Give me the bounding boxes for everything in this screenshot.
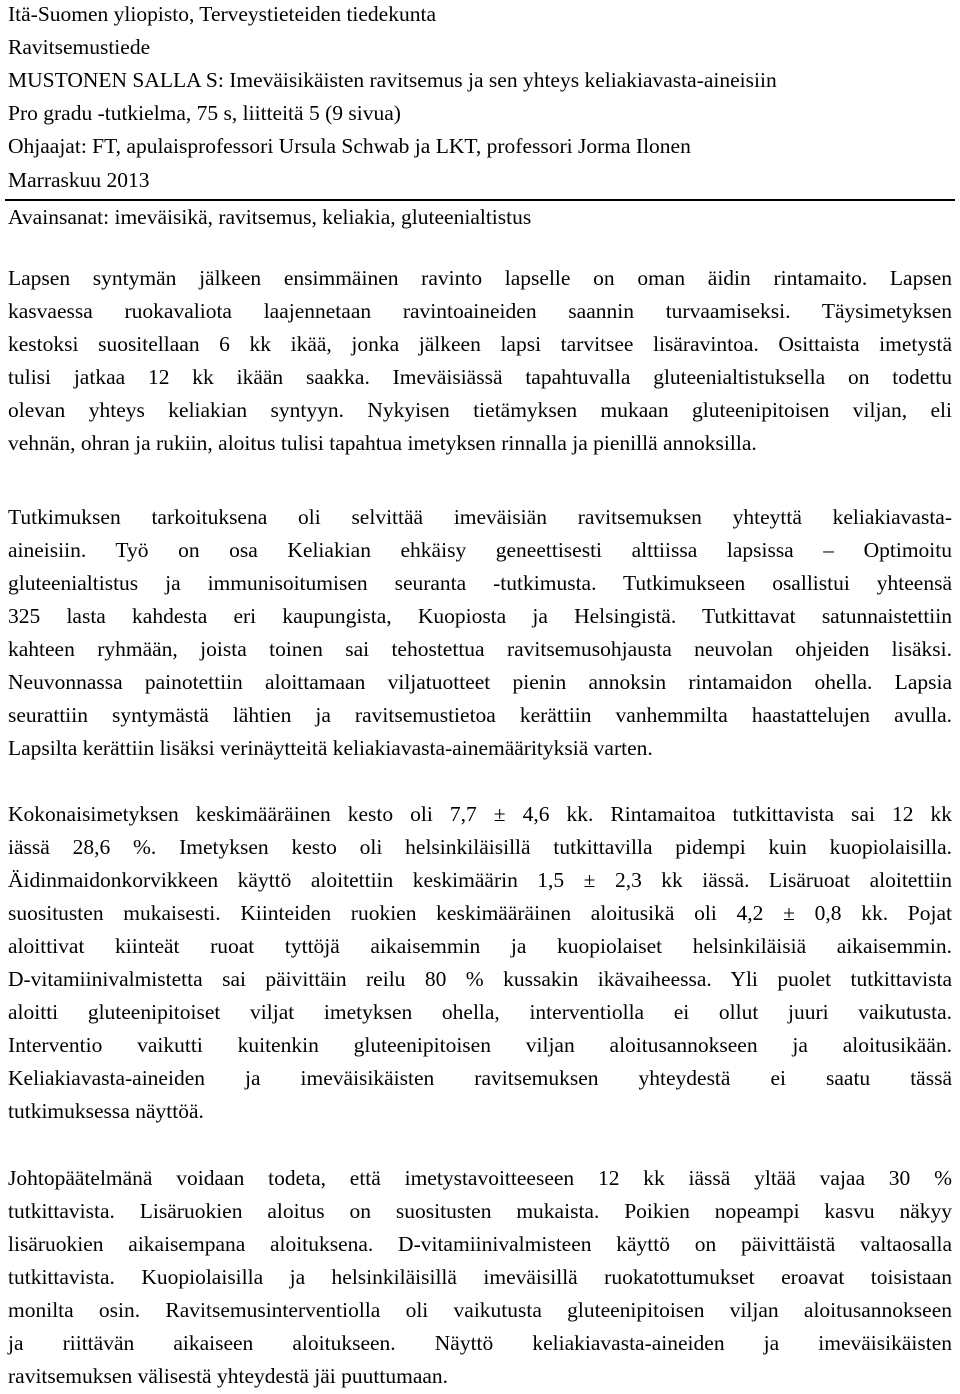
- paragraph-line: Keliakiavasta-aineiden ja imeväisikäisten ravitsemuksen yhteydestä ei saatu tässä: [8, 1066, 952, 1090]
- paragraph-line: Neuvonnassa painotettiin aloittamaan viljatuotteet pienin annoksin rintamaidon ohella. Lapsia: [8, 670, 952, 694]
- paragraph-line: aloitti gluteenipitoiset viljat imetyksen ohella, interventiolla ei ollut juuri vaikutusta.: [8, 1000, 952, 1024]
- supervisors-line: Ohjaajat: FT, apulaisprofessori Ursula Schwab ja LKT, professori Jorma Ilonen: [8, 134, 691, 158]
- paragraph-line: ravitsemuksen välisestä yhteydestä jäi puuttumaan.: [8, 1364, 449, 1388]
- department-line: Ravitsemustiede: [8, 35, 151, 59]
- paragraph-line: tutkimuksessa näyttöä.: [8, 1099, 204, 1123]
- paragraph-line: monilta osin. Ravitsemusinterventiolla oli vaikutusta gluteenipitoisen viljan aloitusannokseen: [8, 1298, 952, 1322]
- date-line: Marraskuu 2013: [8, 168, 150, 192]
- abstract-paragraph-4: [8, 1162, 952, 1393]
- paragraph-line: D-vitamiinivalmistetta sai päivittäin reilu 80 % kussakin ikävaiheessa. Yli puolet tutkittavista: [8, 967, 952, 991]
- abstract-paragraph-3: [8, 798, 952, 1128]
- author-title-line: MUSTONEN SALLA S: Imeväisikäisten ravitsemus ja sen yhteys keliakiavasta-aineisiin: [8, 68, 777, 92]
- paragraph-line: Johtopäätelmänä voidaan todeta, että imetystavoitteeseen 12 kk iässä yltää vajaa 30 %: [8, 1166, 952, 1190]
- thesis-info-line: Pro gradu -tutkielma, 75 s, liitteitä 5 (9 sivua): [8, 101, 401, 125]
- paragraph-line: seurattiin syntymästä lähtien ja ravitsemustietoa kerättiin vanhemmilta haastattelujen avulla.: [8, 703, 952, 727]
- paragraph-line: lisäruokien aikaisempana aloituksena. D-vitamiinivalmisteen käyttö on päivittäistä valtaosalla: [8, 1232, 952, 1256]
- paragraph-line: tutkittavista. Lisäruokien aloitus on suositusten mukaista. Poikien nopeampi kasvu näkyy: [8, 1199, 952, 1223]
- keywords-line: Avainsanat: imeväisikä, ravitsemus, keliakia, gluteenialtistus: [8, 205, 532, 229]
- abstract-paragraph-2: [8, 501, 952, 765]
- paragraph-line: Lapsilta kerättiin lisäksi verinäytteitä keliakiavasta-ainemäärityksiä varten.: [8, 736, 653, 760]
- abstract-paragraph-1: [8, 262, 952, 460]
- paragraph-line: iässä 28,6 %. Imetyksen kesto oli helsinkiläisillä tutkittavilla pidempi kuin kuopiolaisilla.: [8, 835, 952, 859]
- header-divider: [5, 199, 955, 201]
- paragraph-line: Äidinmaidonkorvikkeen käyttö aloitettiin keskimäärin 1,5 ± 2,3 kk iässä. Lisäruoat aloitettiin: [8, 868, 952, 892]
- paragraph-line: aineisiin. Työ on osa Keliakian ehkäisy geneettisesti alttiissa lapsissa – Optimoitu: [8, 538, 952, 562]
- paragraph-line: suositusten mukaisesti. Kiinteiden ruokien keskimääräinen aloitusikä oli 4,2 ± 0,8 kk. Pojat: [8, 901, 952, 925]
- paragraph-line: tulisi jatkaa 12 kk ikään saakka. Imeväisiässä tapahtuvalla gluteenialtistuksella on todettu: [8, 365, 952, 389]
- paragraph-line: Lapsen syntymän jälkeen ensimmäinen ravinto lapselle on oman äidin rintamaito. Lapsen: [8, 266, 952, 290]
- paragraph-line: 325 lasta kahdesta eri kaupungista, Kuopiosta ja Helsingistä. Tutkittavat satunnaistettiin: [8, 604, 952, 628]
- paragraph-line: kasvaessa ruokavaliota laajennetaan ravintoaineiden saannin turvaamiseksi. Täysimetyksen: [8, 299, 952, 323]
- paragraph-line: tutkittavista. Kuopiolaisilla ja helsinkiläisillä imeväisillä ruokatottumukset eroavat toisistaan: [8, 1265, 952, 1289]
- paragraph-line: gluteenialtistus ja immunisoitumisen seuranta -tutkimusta. Tutkimukseen osallistui yhteensä: [8, 571, 952, 595]
- paragraph-line: kestoksi suositellaan 6 kk ikää, jonka jälkeen lapsi tarvitsee lisäravintoa. Osittaista imetystä: [8, 332, 952, 356]
- paragraph-line: ja riittävän aikaiseen aloitukseen. Näyttö keliakiavasta-aineiden ja imeväisikäisten: [8, 1331, 952, 1355]
- paragraph-line: Kokonaisimetyksen keskimääräinen kesto oli 7,7 ± 4,6 kk. Rintamaitoa tutkittavista sai 12 kk: [8, 802, 952, 826]
- paragraph-line: kahteen ryhmään, joista toinen sai tehostettua ravitsemusohjausta neuvolan ohjeiden lisäksi.: [8, 637, 952, 661]
- paragraph-line: vehnän, ohran ja rukiin, aloitus tulisi tapahtua imetyksen rinnalla ja pienillä annoksilla.: [8, 431, 757, 455]
- university-line: Itä-Suomen yliopisto, Terveystieteiden tiedekunta: [8, 2, 436, 26]
- paragraph-line: aloittivat kiinteät ruoat tyttöjä aikaisemmin ja kuopiolaiset helsinkiläisiä aikaisemmin.: [8, 934, 952, 958]
- paragraph-line: Tutkimuksen tarkoituksena oli selvittää imeväisiän ravitsemuksen yhteyttä keliakiavasta-: [8, 505, 952, 529]
- paragraph-line: olevan yhteys keliakian syntyyn. Nykyisen tietämyksen mukaan gluteenipitoisen viljan, eli: [8, 398, 952, 422]
- paragraph-line: Interventio vaikutti kuitenkin gluteenipitoisen viljan aloitusannokseen ja aloitusikään.: [8, 1033, 952, 1057]
